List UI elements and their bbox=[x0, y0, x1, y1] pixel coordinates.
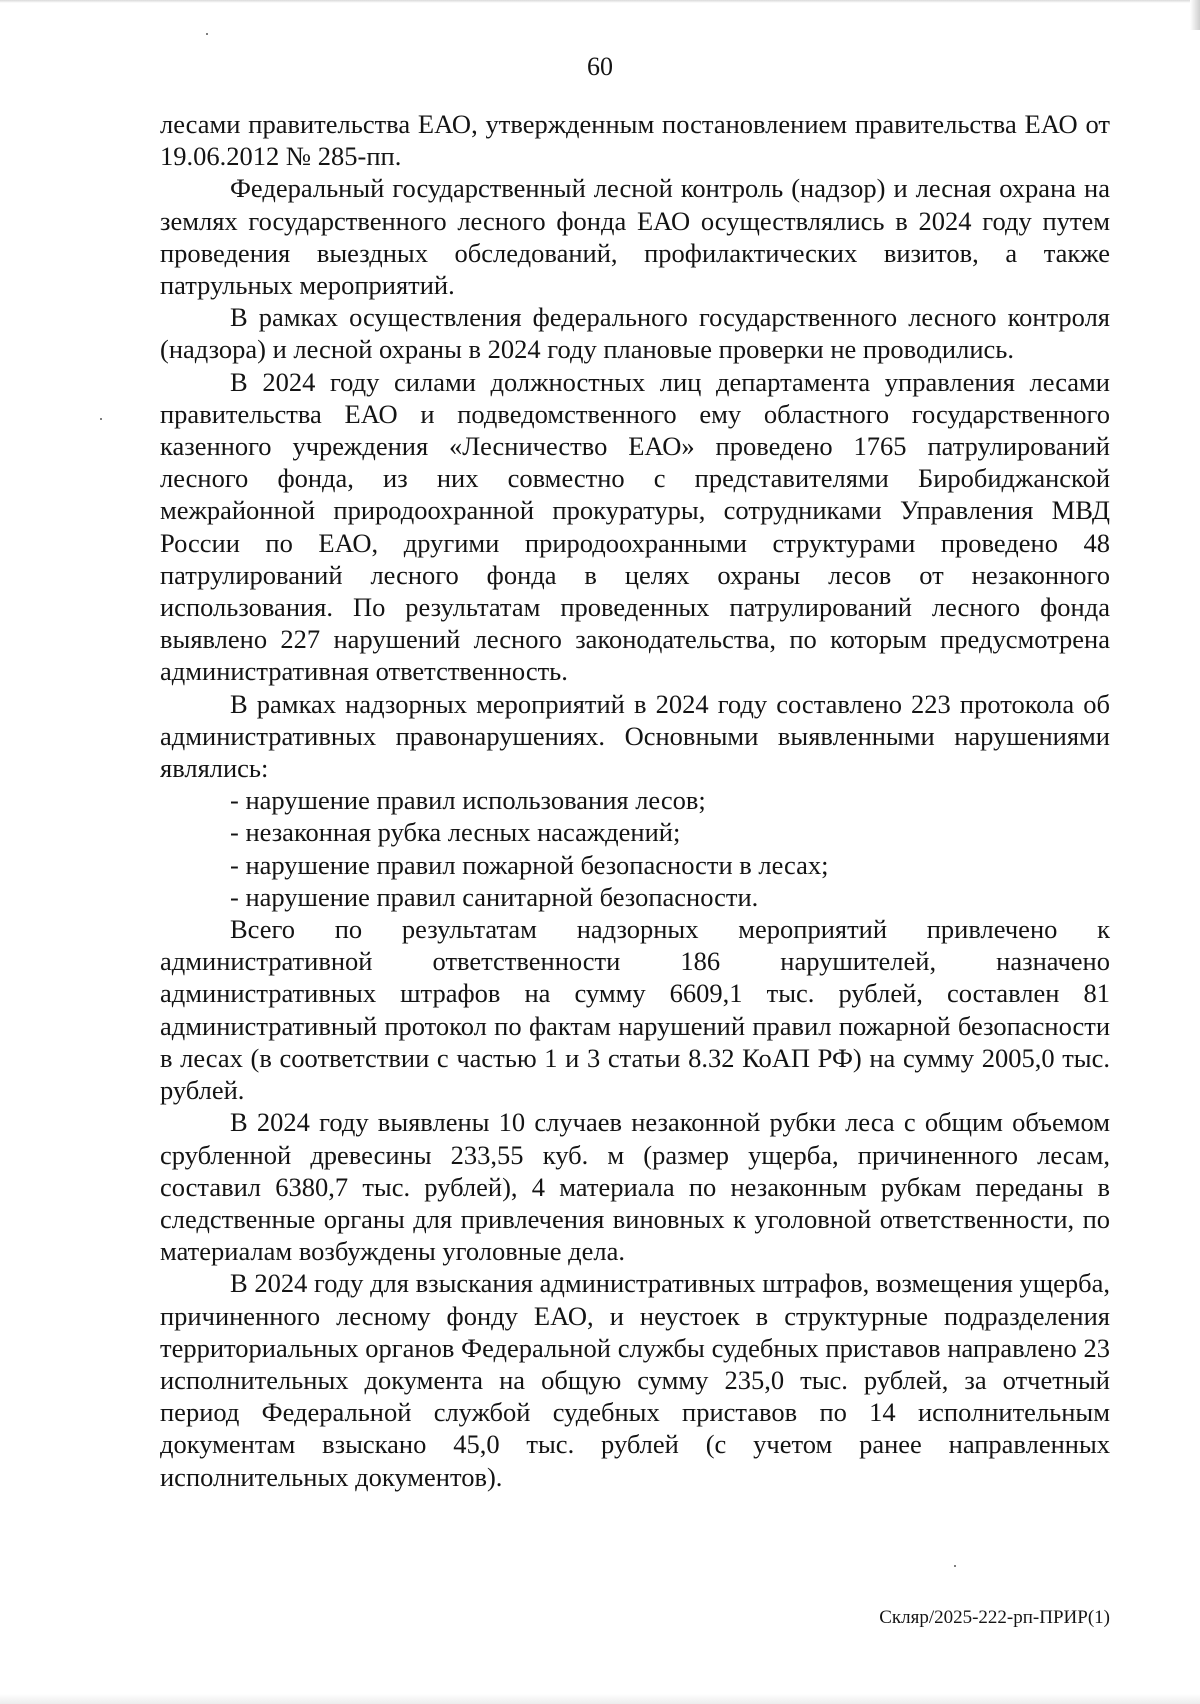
page-number: 60 bbox=[587, 52, 613, 81]
document-body bbox=[160, 108, 1110, 1493]
list-item: - нарушение правил использования лесов; bbox=[230, 785, 706, 816]
scan-edge bbox=[0, 0, 1200, 3]
scan-corner-shadow bbox=[1190, 0, 1200, 30]
list-item: - нарушение правил пожарной безопасности в лесах; bbox=[230, 849, 829, 880]
list-item: - нарушение правил санитарной безопасности. bbox=[230, 881, 759, 912]
paragraph-continuation: лесами правительства ЕАО, утвержденным постановлением правительства ЕАО от 19.06.2012 № 285-пп. bbox=[160, 109, 1110, 172]
scan-speck bbox=[206, 33, 208, 35]
scan-speck bbox=[954, 1565, 956, 1567]
paragraph-protocols: В рамках надзорных мероприятий в 2024 году составлено 223 протокола об административных правонарушениях. Основными выявленными нарушениями являлись: bbox=[160, 688, 1110, 784]
paragraph-planned-inspections: В рамках осуществления федерального государственного лесного контроля (надзора) и лесной охраны в 2024 году плановые проверки не проводились. bbox=[160, 302, 1110, 365]
scan-edge-bottom bbox=[0, 1694, 1200, 1704]
scan-speck bbox=[100, 418, 102, 420]
paragraph-bailiffs: В 2024 году для взыскания административных штрафов, возмещения ущерба, причиненного лесному фонду ЕАО, и неустоек в структурные подразделения территориальных органов Федеральной службы судебных приставов направлено 23 исполнительных документа на общую сумму 235,0 тыс. рублей, за отчетный период Федеральной службой судебных приставов по 14 исполнительным документам взыскано 45,0 тыс. рублей (с учетом ранее направленных исполнительных документов). bbox=[160, 1268, 1110, 1492]
paragraph-illegal-logging: В 2024 году выявлены 10 случаев незаконной рубки леса с общим объемом срубленной древесины 233,55 куб. м (размер ущерба, причиненного лесам, составил 6380,7 тыс. рублей), 4 материала по незаконным рубкам переданы в следственные органы для привлечения виновных к уголовной ответственности, по материалам возбуждены уголовные дела. bbox=[160, 1107, 1110, 1267]
paragraph-fines: Всего по результатам надзорных мероприятий привлечено к административной ответственности 186 нарушителей, назначено административных штрафов на сумму 6609,1 тыс. рублей, составлен 81 административный протокол по фактам нарушений правил пожарной безопасности в лесах (в соответствии с частью 1 и 3 статьи 8.32 КоАП РФ) на сумму 2005,0 тыс. рублей. bbox=[160, 914, 1110, 1106]
paragraph-forest-control: Федеральный государственный лесной контроль (надзор) и лесная охрана на землях государственного лесного фонда ЕАО осуществлялись в 2024 году путем проведения выездных обследований, профилактических визитов, а также патрульных мероприятий. bbox=[160, 173, 1110, 301]
list-item: - незаконная рубка лесных насаждений; bbox=[230, 817, 681, 848]
paragraph-patrols: В 2024 году силами должностных лиц департамента управления лесами правительства ЕАО и подведомственного ему областного государственного казенного учреждения «Лесничество ЕАО» проведено 1765 патрулирований лесного фонда, из них совместно с представителями Биробиджанской межрайонной природоохранной прокуратуры, сотрудниками Управления МВД России по ЕАО, другими природоохранными структурами проведено 48 патрулирований лесного фонда в целях охраны лесов от незаконного использования. По результатам проведенных патрулирований лесного фонда выявлено 227 нарушений лесного законодательства, по которым предусмотрена административная ответственность. bbox=[160, 366, 1110, 687]
document-code: Скляр/2025-222-рп-ПРИР(1) bbox=[879, 1607, 1110, 1628]
